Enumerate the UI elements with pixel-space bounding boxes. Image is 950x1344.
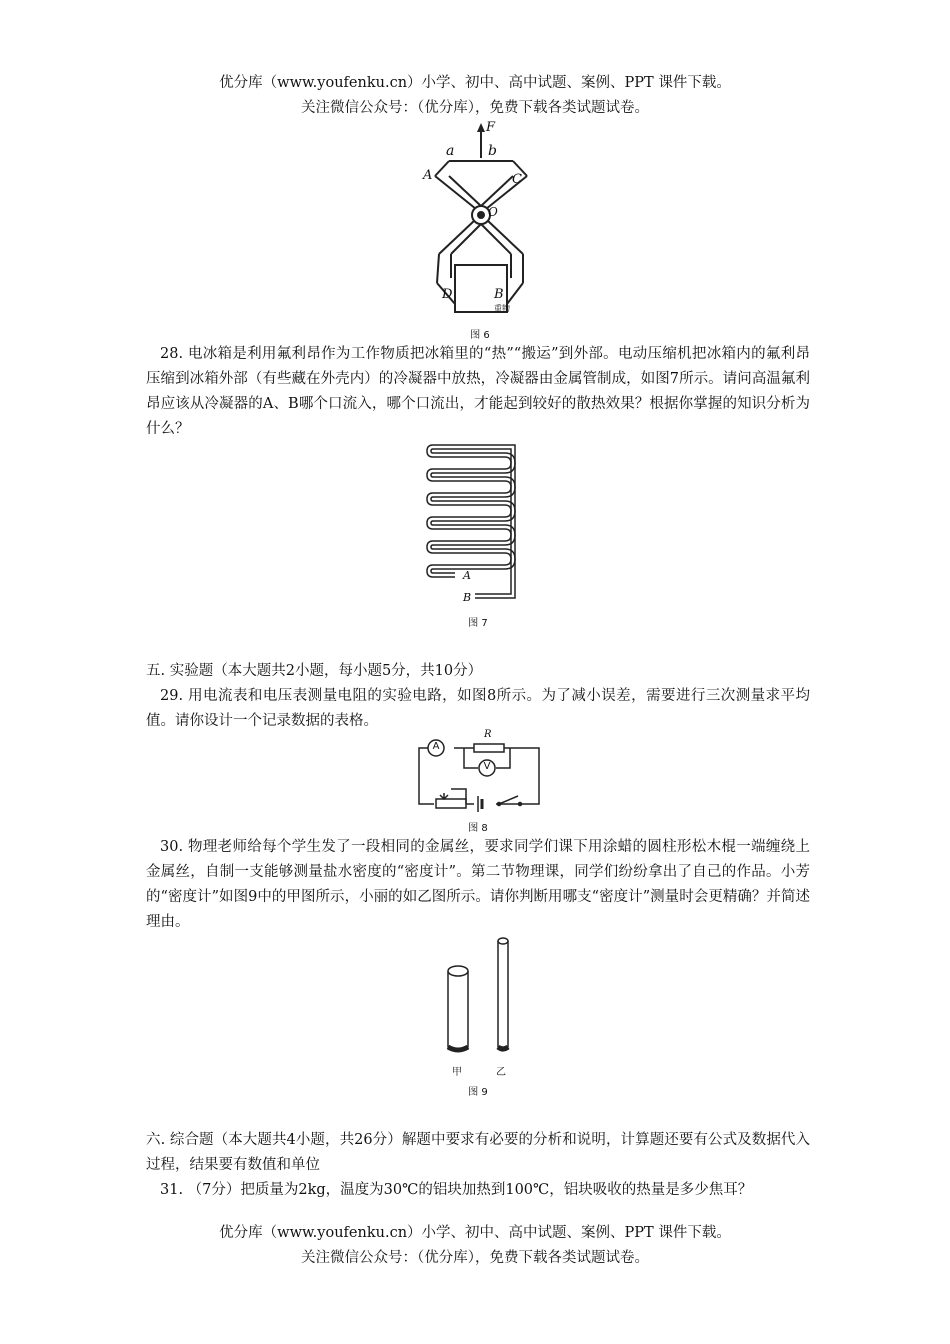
header-line-1: 优分库（www.youfenku.cn）小学、初中、高中试题、案例、PPT 课件下载。 [219, 75, 731, 91]
section-5-title: 五. 实验题（本大题共2小题，每小题5分，共10分） [146, 663, 483, 679]
fig7-label-B: B [463, 591, 472, 604]
header-line-2: 关注微信公众号：（优分库），免费下载各类试题试卷。 [301, 100, 649, 116]
footer-line-2: 关注微信公众号：（优分库），免费下载各类试题试卷。 [301, 1250, 649, 1266]
fig8-resistor-label: R [484, 729, 492, 740]
question-29: 29. 用电流表和电压表测量电阻的实验电路，如图8所示。为了减小误差，需要进行三次测量求平均值。请你设计一个记录数据的表格。 [146, 688, 810, 729]
fig7-label-A: A [463, 569, 471, 582]
figure-7-condenser [425, 440, 525, 605]
footer-line-1: 优分库（www.youfenku.cn）小学、初中、高中试题、案例、PPT 课件下载。 [219, 1225, 731, 1241]
figure-7-caption: 图 7 [468, 618, 488, 629]
question-30: 30. 物理老师给每个学生发了一段相同的金属丝，要求同学们课下用涂蜡的圆柱形松木棍一端缠绕上金属丝，自制一支能够测量盐水密度的“密度计”。第二节物理课，同学们纷纷拿出了自己的作品。小芳的“密度计”如图9中的甲图所示，小丽的如乙图所示。请你判断用哪支“密度计”测量时会更精确？并简述理由。 [146, 839, 810, 930]
fig6-label-F: F [486, 120, 496, 135]
figure-9-sticks [440, 935, 520, 1060]
fig6-label-B: B [494, 287, 504, 302]
fig6-label-D: D [442, 287, 453, 302]
figure-6-caption: 图 6 [470, 330, 490, 341]
figure-9-caption: 图 9 [468, 1087, 488, 1098]
fig6-label-O: O [488, 205, 498, 219]
fig6-label-C: C [512, 172, 522, 187]
fig6-label-b: b [488, 143, 497, 159]
figure-8-caption: 图 8 [468, 823, 488, 834]
section-6-title: 六. 综合题（本大题共4小题，共26分）解题中要求有必要的分析和说明，计算题还要有公式及数据代入过程，结果要有数值和单位 [146, 1132, 810, 1173]
fig9-label-yi: 乙 [496, 1067, 506, 1078]
fig6-label-A: A [423, 168, 433, 183]
question-28: 28. 电冰箱是利用氟利昂作为工作物质把冰箱里的“热”“搬运”到外部。电动压缩机把冰箱内的氟利昂压缩到冰箱外部（有些藏在外壳内）的冷凝器中放热，冷凝器由金属管制成，如图7所示。请问高温氟利昂应该从冷凝器的A、B哪个口流入，哪个口流出，才能起到较好的散热效果？根据你掌握的知识分析为什么？ [146, 346, 810, 437]
fig6-label-weight: 重物 [494, 304, 510, 313]
fig6-label-a: a [446, 143, 455, 159]
fig8-ammeter-label: A [432, 741, 440, 752]
figure-6-tongs [415, 118, 550, 318]
fig9-label-jia: 甲 [452, 1067, 462, 1078]
fig8-voltmeter-label: V [483, 761, 491, 772]
question-31: 31. （7分）把质量为2kg，温度为30℃的铝块加热到100℃，铝块吸收的热量是多少焦耳？ [160, 1182, 753, 1198]
